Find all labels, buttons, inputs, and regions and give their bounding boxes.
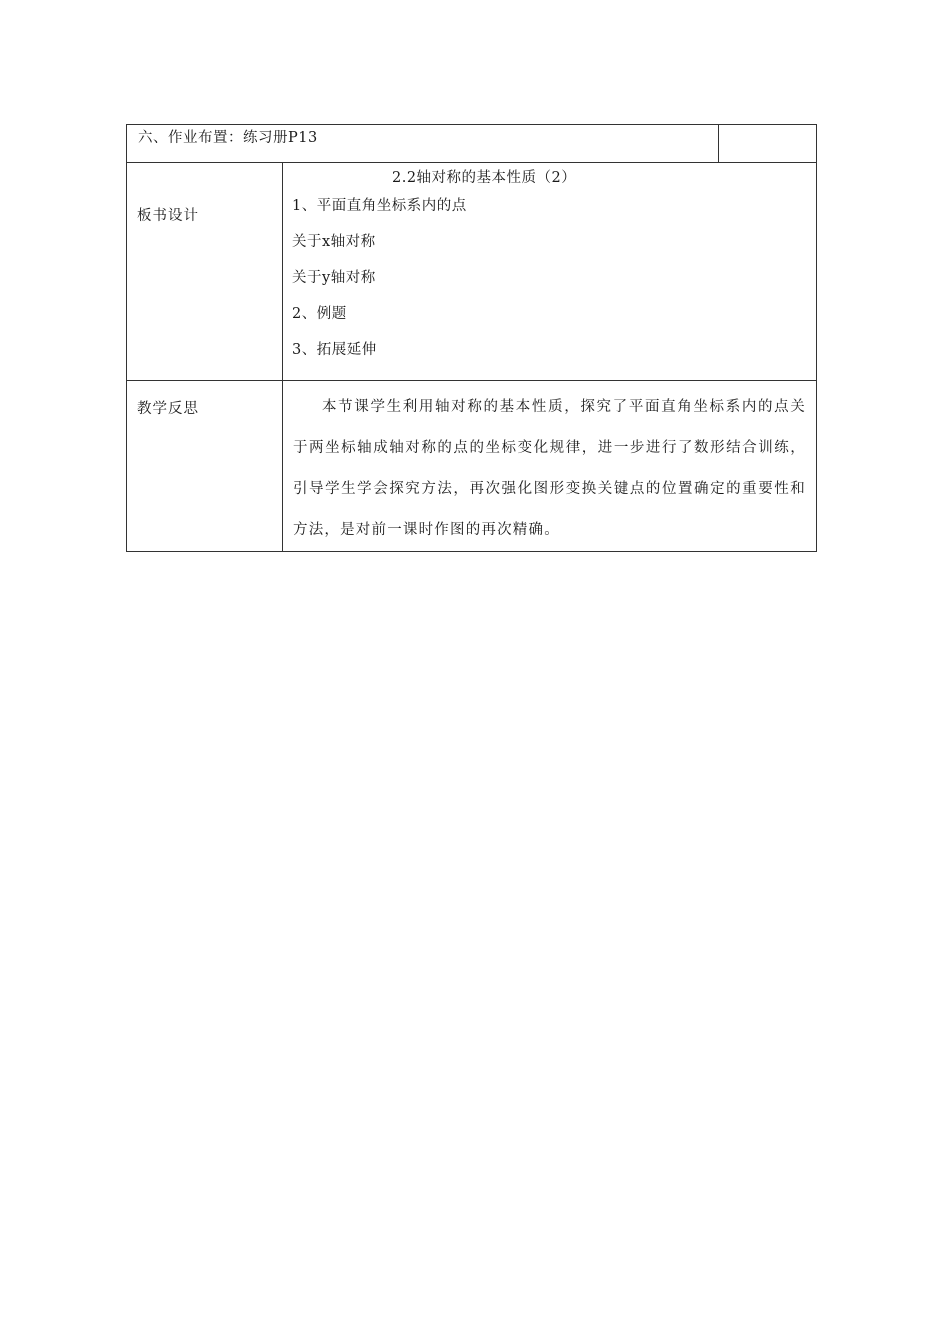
- board-line: 3、拓展延伸: [292, 342, 377, 358]
- board-line: 1、平面直角坐标系内的点: [292, 198, 467, 214]
- board-title: 2.2轴对称的基本性质（2）: [392, 170, 577, 186]
- board-line: 2、例题: [292, 306, 347, 322]
- board-design-content: [283, 163, 816, 379]
- board-design-row: [127, 163, 817, 381]
- board-design-label-cell: [127, 163, 283, 381]
- board-design-content-cell: [283, 163, 817, 381]
- reflection-label: 教学反思: [137, 401, 199, 417]
- reflection-text: 本节课学生利用轴对称的基本性质，探究了平面直角坐标系内的点关于两坐标轴成轴对称的点的坐标变化规律，进一步进行了数形结合训练，引导学生学会探究方法，再次强化图形变换关键点的位置确定的重要性和方法，是对前一课时作图的再次精确。: [293, 399, 806, 538]
- homework-side-cell: [719, 125, 817, 163]
- reflection-content-cell: [283, 381, 817, 552]
- lesson-plan-table: [126, 124, 817, 552]
- homework-text: 六、作业布置：练习册P13: [138, 130, 318, 146]
- reflection-row: [127, 381, 817, 552]
- homework-cell: [127, 125, 719, 163]
- reflection-label-cell: [127, 381, 283, 552]
- homework-row: [127, 125, 817, 163]
- board-line: 关于x轴对称: [292, 234, 376, 250]
- board-design-label: 板书设计: [137, 208, 199, 224]
- board-line: 关于y轴对称: [292, 270, 376, 286]
